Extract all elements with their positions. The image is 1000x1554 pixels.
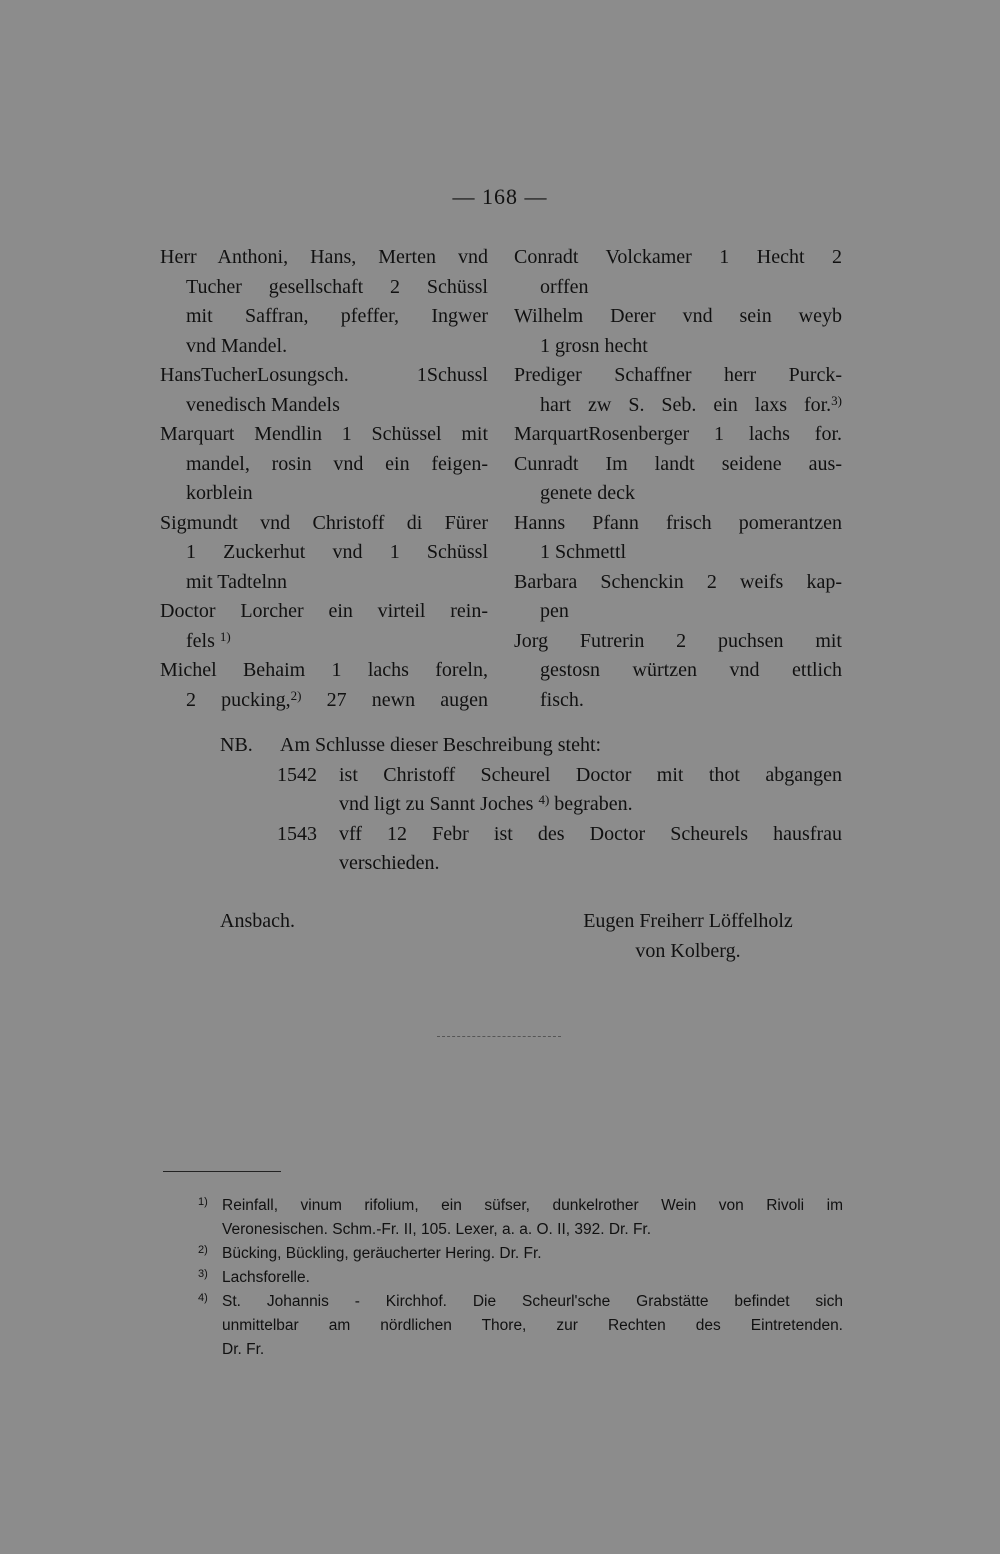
entry-line: Wilhelm Derer vnd sein weyb [514,305,842,327]
entry-line: korblein [186,482,253,504]
entry-line: Barbara Schenckin 2 weifs kap- [514,570,842,593]
place-name: Ansbach. [220,910,295,932]
entry-line: Hanns Pfann frisch pomerantzen [514,511,842,534]
nb-year: 1542 [277,763,317,786]
entry-line-text: hart zw S. Seb. ein laxs for. [540,393,832,416]
list-item [160,597,488,656]
footnotes [198,1194,843,1362]
list-item [160,243,488,361]
entry-line: mit Tadtelnn [186,570,287,593]
list-item [514,302,842,361]
entry-line [514,391,842,421]
nb-line: ist Christoff Scheurel Doctor mit thot abgangen [339,763,842,786]
nb-intro-row [220,731,842,761]
entry-line-text: fels [186,629,215,652]
footnote-mark: 4) [198,1292,208,1304]
signature-line: von Kolberg. [635,939,741,962]
footnote [198,1266,843,1290]
entry-line: Doctor Lorcher ein virteil rein- [160,600,488,622]
list-item [514,361,842,420]
list-item [160,656,488,715]
nb-intro: Am Schlusse dieser Beschreibung steht: [280,734,602,756]
right-column [514,243,842,715]
entry-line: orffen [540,275,589,298]
entry-line: Herr Anthoni, Hans, Merten vnd [160,246,488,268]
footnote-line: Reinfall, vinum rifolium, ein süfser, dunkelrother Wein von Rivoli im [222,1197,843,1214]
page-number: — 168 — [452,184,548,209]
entry-line: genete deck [540,482,635,504]
footnote-mark: 2) [198,1244,208,1256]
entry-line: Tucher gesellschaft 2 Schüssl [186,275,488,298]
footnote-ref: 1) [219,628,231,644]
list-item [160,361,488,420]
entry-line-text: 27 newn augen [326,688,489,711]
footnote-line: Lachsforelle. [222,1269,310,1286]
nb-year: 1543 [277,822,317,845]
entry-line [160,686,488,716]
entry-line: Jorg Futrerin 2 puchsen mit [514,629,842,652]
left-column [160,243,488,715]
ornament-divider [437,1036,561,1037]
entry-line: Conradt Volckamer 1 Hecht 2 [514,246,842,268]
footnote-line: unmittelbar am nördlichen Thore, zur Rechten des Eintretenden. [222,1317,843,1334]
list-item [514,509,842,568]
footnote [198,1290,843,1362]
list-item [514,627,842,716]
nb-label: NB. [220,734,253,756]
entry-line: vnd Mandel. [186,334,288,357]
entry-line: MarquartRosenberger 1 lachs for. [514,423,842,445]
nb-entry [220,761,842,820]
list-item [514,243,842,302]
nb-line: verschieden. [339,852,440,874]
entry-line: Sigmundt vnd Christoff di Fürer [160,511,488,534]
footnote-line: St. Johannis - Kirchhof. Die Scheurl'sche Grabstätte befindet sich [222,1293,843,1310]
entry-line: Marquart Mendlin 1 Schüssel mit [160,423,488,445]
nb-entry [220,820,842,879]
entry-line: Michel Behaim 1 lachs foreln, [160,659,488,681]
nb-line: vff 12 Febr ist des Doctor Scheurels hausfrau [339,822,842,845]
nb-line-text: vnd ligt zu Sannt Joches [339,793,534,815]
footnote [198,1242,843,1266]
entry-line-text: 2 pucking, [186,688,291,711]
list-item [514,450,842,509]
list-item [160,509,488,598]
footnote-mark: 1) [198,1196,208,1208]
entry-line: Cunradt Im landt seidene aus- [514,452,842,475]
list-item [514,568,842,627]
nb-note [220,731,842,879]
list-item [514,420,842,450]
entry-line: 1 Schmettl [540,541,627,563]
entry-line: Prediger Schaffner herr Purck- [514,364,842,386]
entry-line: venedisch Mandels [186,393,340,416]
footnote-ref: 2) [290,687,302,703]
footnote-line: Bücking, Bückling, geräucherter Hering. Dr. Fr. [222,1245,542,1262]
footnote-ref: 3) [831,392,842,408]
entry-line: 1 Zuckerhut vnd 1 Schüssl [186,541,488,563]
nb-line-text: begraben. [554,793,633,815]
entry-line: gestosn würtzen vnd ettlich [540,659,842,681]
author-signature [538,907,838,966]
footnote-mark: 3) [198,1268,208,1280]
footnote-divider [163,1171,281,1172]
footnote-line: Dr. Fr. [222,1341,265,1358]
list-item [160,420,488,509]
nb-line [277,790,842,820]
footnote [198,1194,843,1242]
entry-line: HansTucherLosungsch. 1Schussl [160,364,488,386]
entry-line: fisch. [540,688,584,711]
footnote-ref: 4) [538,792,550,807]
entry-line [160,627,488,657]
entry-line: mandel, rosin vnd ein feigen- [186,452,488,475]
footnote-line: Veronesischen. Schm.-Fr. II, 105. Lexer, a. a. O. II, 392. Dr. Fr. [222,1221,652,1238]
signature-line: Eugen Freiherr Löffelholz [583,910,793,932]
entry-line: pen [540,600,569,622]
entry-line: 1 grosn hecht [540,334,648,357]
entry-line: mit Saffran, pfeffer, Ingwer [186,305,488,327]
